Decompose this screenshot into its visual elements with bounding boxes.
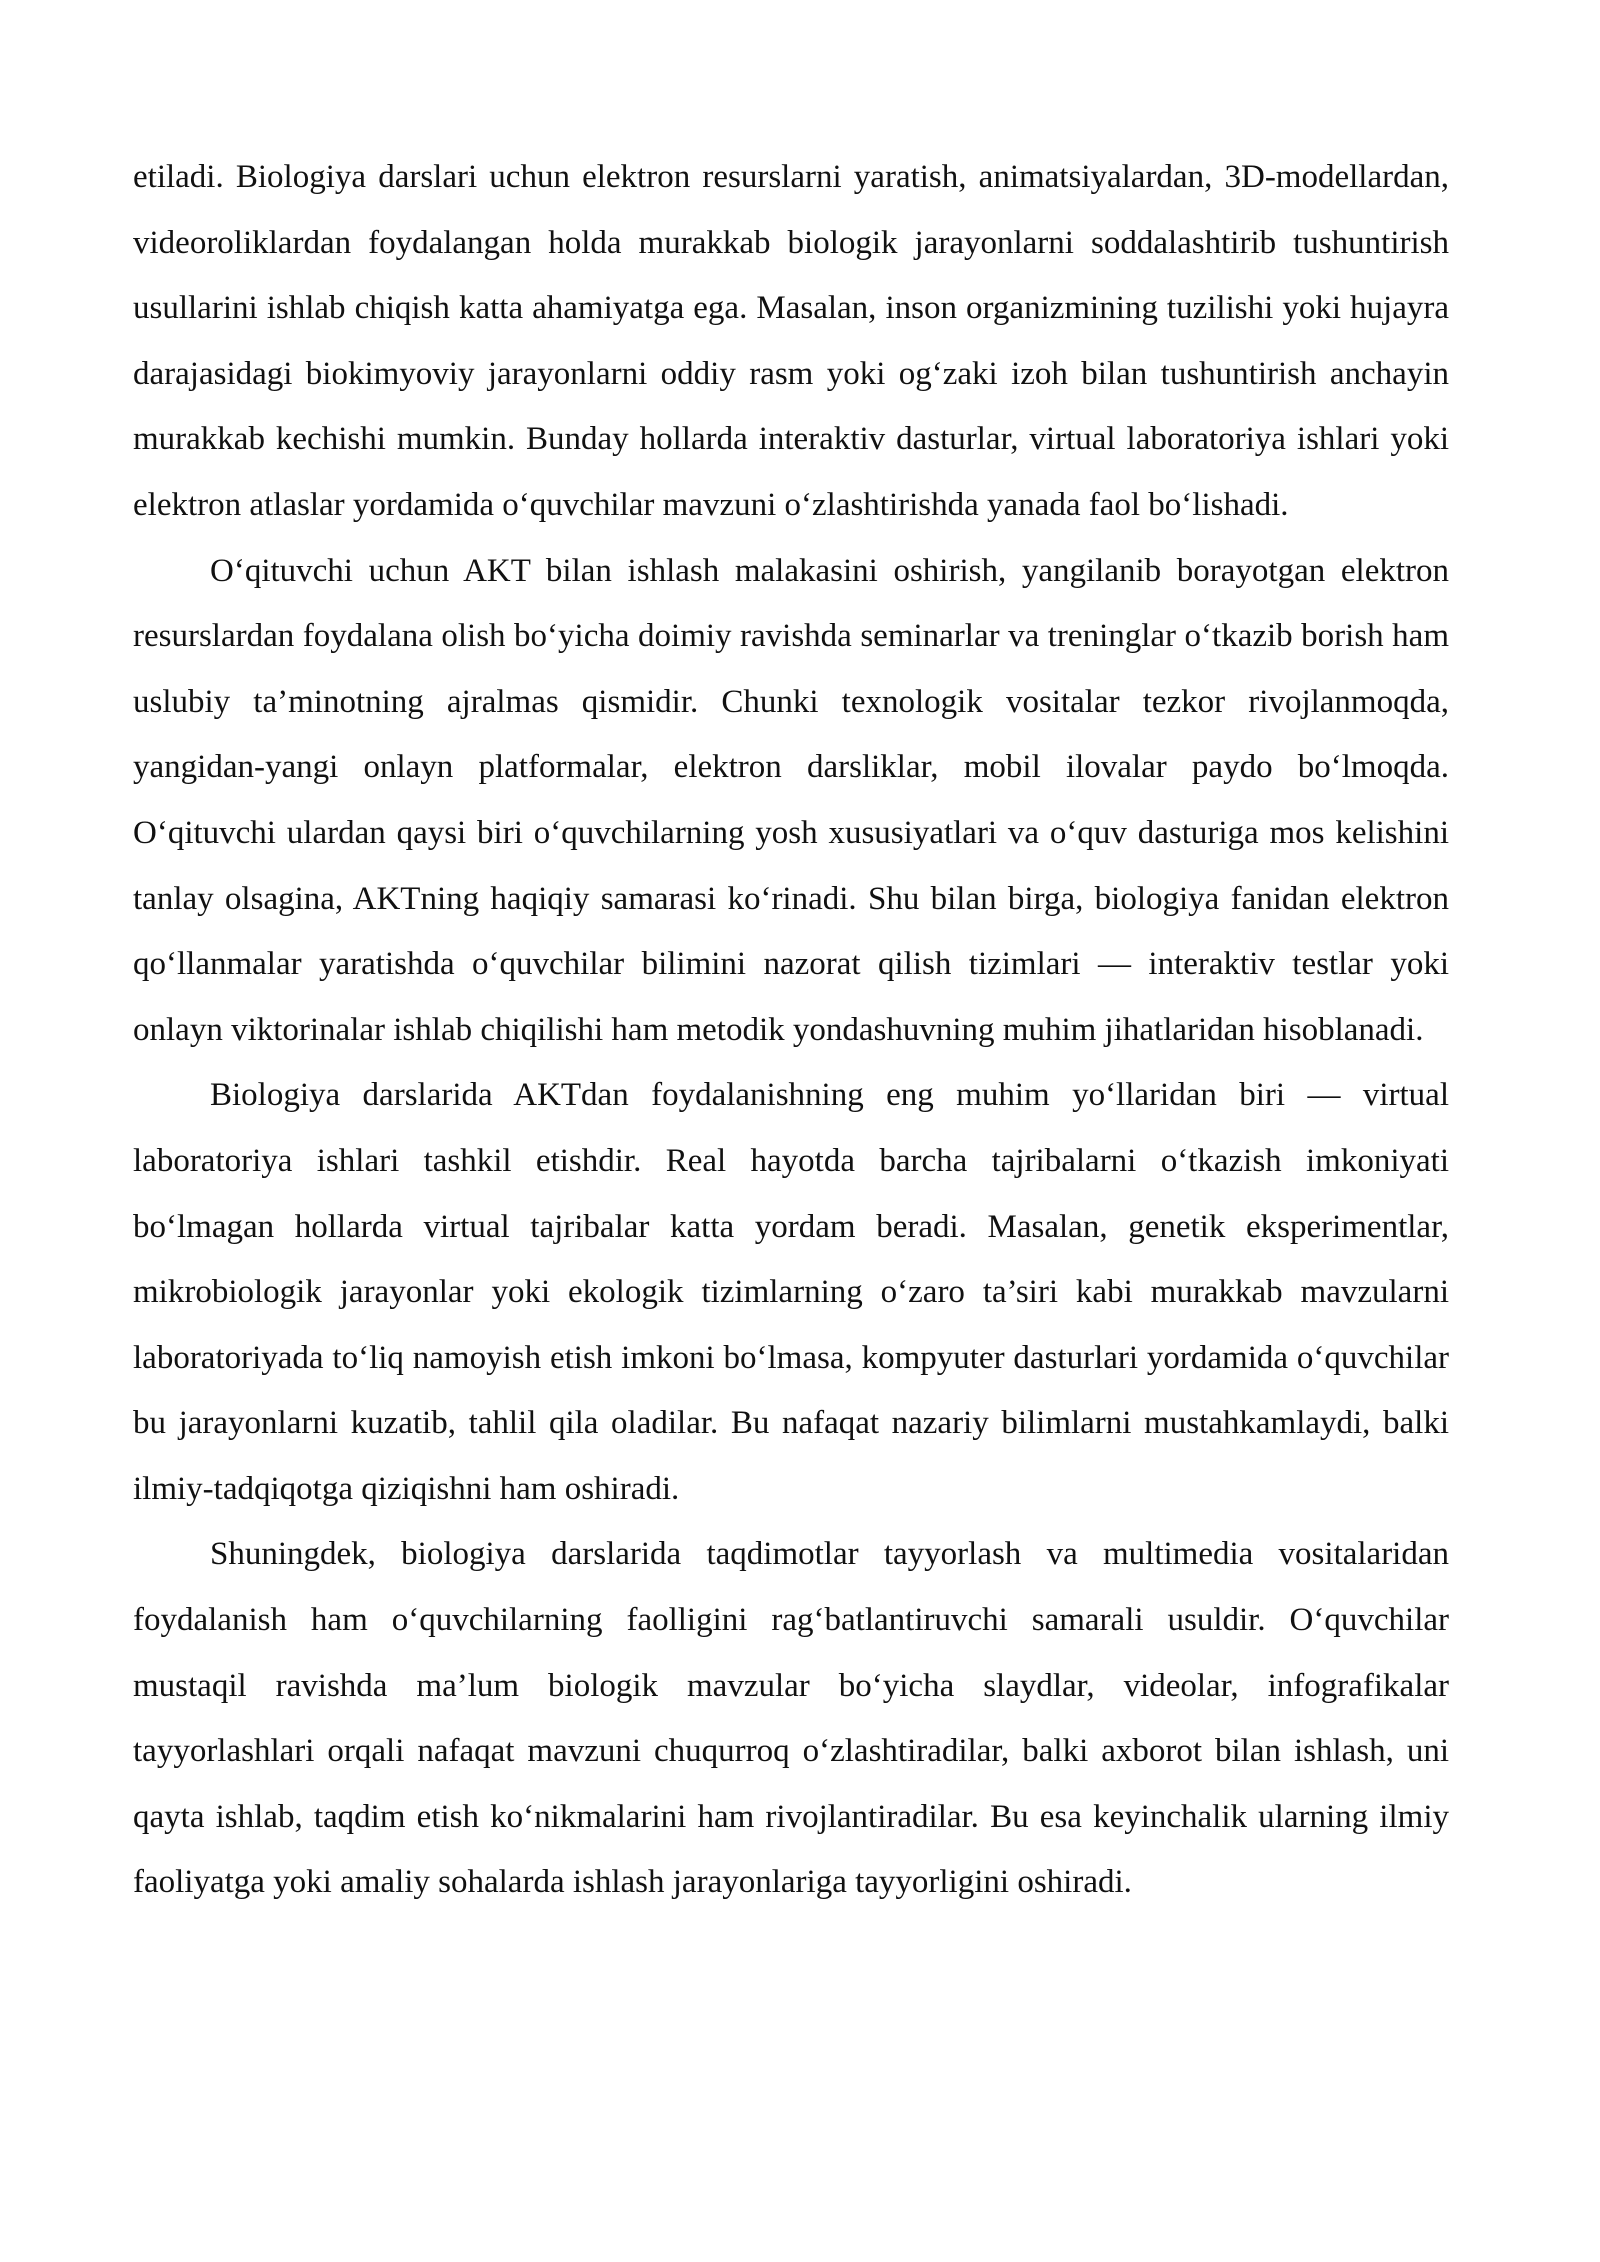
body-text <box>133 145 1449 1916</box>
paragraph-4: Shuningdek, biologiya darslarida taqdimotlar tayyorlash va multimedia vositalaridan foydalanish ham o‘quvchilarning faolligini rag‘batlantiruvchi samarali usuldir. O‘quvchilar mustaqil ravishda ma’lum biologik mavzular bo‘yicha slaydlar, videolar, infografikalar tayyorlashlari orqali nafaqat mavzuni chuqurroq o‘zlashtiradilar, balki axborot bilan ishlash, uni qayta ishlab, taqdim etish ko‘nikmalarini ham rivojlantiradilar. Bu esa keyinchalik ularning ilmiy faoliyatga yoki amaliy sohalarda ishlash jarayonlariga tayyorligini oshiradi. <box>133 1536 1449 1901</box>
paragraph-1: etiladi. Biologiya darslari uchun elektron resurslarni yaratish, animatsiyalardan, 3D-modellardan, videoroliklardan foydalangan holda murakkab biologik jarayonlarni soddalashtirib tushuntirish usullarini ishlab chiqish katta ahamiyatga ega. Masalan, inson organizmining tuzilishi yoki hujayra darajasidagi biokimyoviy jarayonlarni oddiy rasm yoki og‘zaki izoh bilan tushuntirish anchayin murakkab kechishi mumkin. Bunday hollarda interaktiv dasturlar, virtual laboratoriya ishlari yoki elektron atlaslar yordamida o‘quvchilar mavzuni o‘zlashtirishda yanada faol bo‘lishadi. <box>133 159 1449 523</box>
paragraph-3: Biologiya darslarida AKTdan foydalanishning eng muhim yo‘llaridan biri — virtual laboratoriya ishlari tashkil etishdir. Real hayotda barcha tajribalarni o‘tkazish imkoniyati bo‘lmagan hollarda virtual tajribalar katta yordam beradi. Masalan, genetik eksperimentlar, mikrobiologik jarayonlar yoki ekologik tizimlarning o‘zaro ta’siri kabi murakkab mavzularni laboratoriyada to‘liq namoyish etish imkoni bo‘lmasa, kompyuter dasturlari yordamida o‘quvchilar bu jarayonlarni kuzatib, tahlil qila oladilar. Bu nafaqat nazariy bilimlarni mustahkamlaydi, balki ilmiy-tadqiqotga qiziqishni ham oshiradi. <box>133 1077 1449 1507</box>
paragraph-2: O‘qituvchi uchun AKT bilan ishlash malakasini oshirish, yangilanib borayotgan elektron resurslardan foydalana olish bo‘yicha doimiy ravishda seminarlar va treninglar o‘tkazib borish ham uslubiy ta’minotning ajralmas qismidir. Chunki texnologik vositalar tezkor rivojlanmoqda, yangidan-yangi onlayn platformalar, elektron darsliklar, mobil ilovalar paydo bo‘lmoqda. O‘qituvchi ulardan qaysi biri o‘quvchilarning yosh xususiyatlari va o‘quv dasturiga mos kelishini tanlay olsagina, AKTning haqiqiy samarasi ko‘rinadi. Shu bilan birga, biologiya fanidan elektron qo‘llanmalar yaratishda o‘quvchilar bilimini nazorat qilish tizimlari — interaktiv testlar yoki onlayn viktorinalar ishlab chiqilishi ham metodik yondashuvning muhim jihatlaridan hisoblanadi. <box>133 552 1449 1048</box>
